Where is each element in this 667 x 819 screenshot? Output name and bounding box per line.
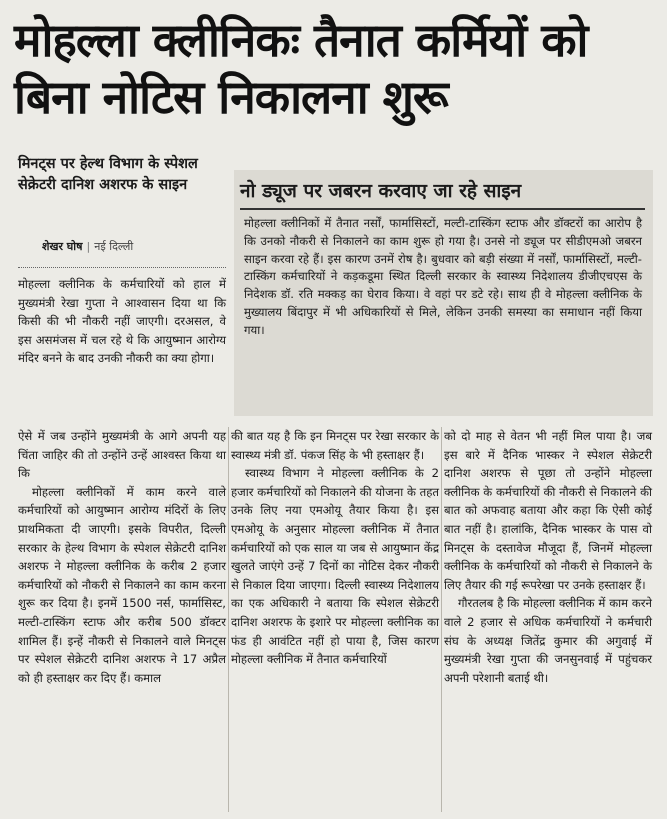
paragraph: की बात यह है कि इन मिनट्स पर रेखा सरकार के स्वास्थ्य मंत्री डॉ. पंकज सिंह के भी हस्ताक्षर हैं। bbox=[231, 429, 439, 462]
paragraph: मोहल्ला क्लीनिक के कर्मचारियों को हाल में मुख्यमंत्री रेखा गुप्ता ने आश्वासन दिया था कि किसी की भी नौकरी नहीं जाएगी। दरअसल, वे इस असमंजस में चल रहे थे कि आयुष्मान आरोग्य मंदिर बनने के बाद उनकी नौकरी का क्या होगा। bbox=[18, 277, 226, 366]
paragraph: गौरतलब है कि मोहल्ला क्लीनिक में काम करने वाले 2 हजार से अधिक कर्मचारियों ने कर्मचारी संघ के अध्यक्ष जितेंद्र कुमार की अगुवाई में मुख्यमंत्री रेखा गुप्ता की जनसुनवाई में पहुंचकर अपनी परेशानी बताई थी। bbox=[444, 596, 652, 685]
article-column-right bbox=[444, 427, 652, 687]
box-title-rule bbox=[240, 208, 645, 210]
article-column-middle bbox=[231, 427, 439, 669]
byline-separator: | bbox=[86, 240, 91, 253]
article-column-left bbox=[18, 427, 226, 687]
dotted-divider bbox=[18, 267, 226, 268]
paragraph: को दो माह से वेतन भी नहीं मिल पाया है। जब इस बारे में दैनिक भास्कर ने स्पेशल सेक्रेटरी दानिश अशरफ से पूछा तो उन्होंने मोहल्ला क्लीनिक के कर्मचारियों की नौकरी से निकालने की बात को अफवाह बताया और कहा कि ऐसी कोई बात नहीं है। हालांकि, दैनिक भास्कर के पास वो मिनट्स के दस्तावेज मौजूदा हैं, जिनमें मोहल्ला क्लीनिक के कर्मचारियों को नौकरी से निकालने के लिए तैयार की गई रूपरेखा पर उनके हस्ताक्षर हैं। bbox=[444, 429, 652, 592]
byline-author: शेखर घोष bbox=[42, 240, 83, 253]
subheadline: मिनट्स पर हेल्थ विभाग के स्पेशल सेक्रेटरी दानिश अशरफ के साइन bbox=[18, 156, 198, 193]
paragraph: ऐसे में जब उन्होंने मुख्यमंत्री के आगे अपनी यह चिंता जाहिर की तो उन्होंने उन्हें आश्वस्त किया था कि bbox=[18, 429, 226, 481]
paragraph: स्वास्थ्य विभाग ने मोहल्ला क्लीनिक के 2 हजार कर्मचारियों को निकालने की योजना के तहत उनके लिए नया एमओयू तैयार किया है। इस एमओयू के अनुसार मोहल्ला क्लीनिक में तैनात कर्मचारियों को एक साल या जब से आयुष्मान केंद्र खुलते जाएंगे उन्हें 7 दिनों का नोटिस देकर नौकरी से निकाल दिया जाएगा। दिल्ली स्वास्थ्य निदेशालय का एक अधिकारी ने बताया कि स्पेशल सेक्रेटरी दानिश अशरफ के इशारे पर मोहल्ला क्लीनिक का फंड ही आवंटित नहीं हो पाया है, जिस कारण मोहल्ला क्लीनिक में तैनात कर्मचारियों bbox=[231, 466, 439, 667]
headline: मोहल्ला क्लीनिकः तैनात कर्मियों को बिना नोटिस निकालना शुरू bbox=[14, 13, 588, 124]
box-title: नो ड्यूज पर जबरन करवाए जा रहे साइन bbox=[240, 180, 522, 202]
column-rule bbox=[441, 427, 442, 812]
byline-place: नई दिल्ली bbox=[94, 240, 134, 253]
box-body: मोहल्ला क्लीनिकों में तैनात नर्सों, फार्मासिस्टों, मल्टी-टास्किंग स्टाफ और डॉक्टरों का आरोप है कि उनको नौकरी से निकालने का काम शुरू हो गया है। उनसे नो ड्यूज पर सीडीएमओ जबरन साइन करवा रहे हैं। इस कारण उनमें रोष है। बुधवार को बड़ी संख्या में नर्सों, फार्मासिस्टों, मल्टी-टास्किंग कर्मचारियों ने कड़कडूमा स्थित दिल्ली सरकार के स्वास्थ्य निदेशालय डीजीएचएस के निदेशक डॉ. रति मक्कड़ का घेराव किया। वे वहां पर डटे रहे। साथ ही वे मोहल्ला क्लीनिक के मुख्यालय बिंदापुर में भी अधिकारियों से मिले, लेकिन उनकी समस्या का समाधान नहीं किया गया। bbox=[244, 216, 642, 337]
article-column-left-top bbox=[18, 275, 226, 368]
paragraph: मोहल्ला क्लीनिकों में काम करने वाले कर्मचारियों को आयुष्मान आरोग्य मंदिरों के लिए प्राथमिकता दी जाएगी। इसके विपरीत, दिल्ली सरकार के हेल्थ विभाग के स्पेशल सेक्रेटरी दानिश अशरफ ने मोहल्ला क्लीनिक के करीब 2 हजार कर्मचारियों को नौकरी से निकालने का काम करना शुरू कर दिया है। इनमें 1500 नर्स, फार्मासिस्ट, मल्टी-टास्किंग स्टाफ और करीब 500 डॉक्टर शामिल हैं। इन्हें नौकरी से निकालने वाले मिनट्स पर स्पेशल सेक्रेटरी दानिश अशरफ ने 17 अप्रैल को ही हस्ताक्षर कर दिए हैं। कमाल bbox=[18, 484, 226, 685]
column-rule bbox=[228, 427, 229, 812]
byline bbox=[42, 240, 232, 254]
